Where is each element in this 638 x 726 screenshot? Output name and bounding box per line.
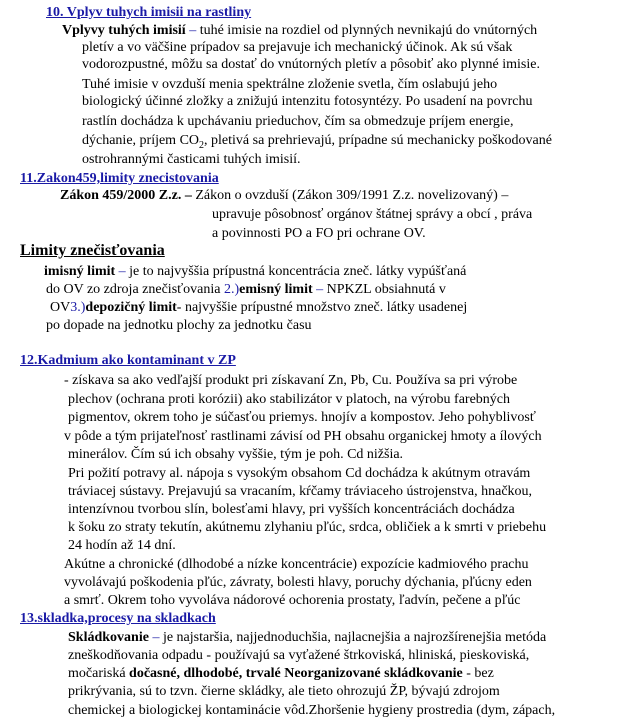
sec13-line-3 xyxy=(68,665,494,682)
limity-text-2b: NPKZL obsiahnutá v xyxy=(326,282,446,297)
limity-line-3 xyxy=(50,299,467,316)
sec13-line-4: prikrývania, sú to tzvn. čierne skládky, ale tieto ohrozujú ŽP, bývajú zdrojom xyxy=(68,684,500,699)
sec12-line-12: vyvolávajú poškodenia pľúc, závraty, bolesti hlavy, poruchy dýchania, pľúcny eden xyxy=(64,575,532,590)
sec11-line-2: upravuje pôsobnosť orgánov štátnej správy a obcí , práva xyxy=(212,207,533,222)
sec10-text-7a: dýchanie, príjem CO xyxy=(82,133,200,148)
section-10-heading[interactable]: 10. Vplyv tuhych imisii na rastliny xyxy=(46,5,252,20)
sec10-line-5: biologický účinné zložky a znižujú intenzitu fotosyntézy. Po usadení na povrchu xyxy=(82,94,533,109)
limity-text-2a: do OV zo zdroja znečisťovania xyxy=(46,282,224,297)
sec10-text-7b: , pletivá sa prehrievajú, prípadne sú mechanicky poškodované xyxy=(204,133,552,148)
sec11-line-3: a povinnosti PO a FO pri ochrane OV. xyxy=(212,226,426,241)
sec12-line-1: - získava sa ako vedľajší produkt pri získavaní Zn, Pb, Cu. Používa sa pri výrobe xyxy=(64,373,518,388)
sec11-line-1 xyxy=(60,187,508,204)
sec10-line-6: rastlín dochádza k upchávaniu prieduchov, čím sa obmedzuje príjem energie, xyxy=(82,114,514,129)
sec12-line-8: intenzívnou tvorbou slín, bolesťami hlavy, pri vyšších koncentráciách dochádza xyxy=(68,502,515,517)
sec13-dash: – xyxy=(148,630,163,645)
sec12-line-6: Pri požití potravy al. nápoja s vysokým obsahom Cd dochádza k akútnym otravám xyxy=(68,466,531,481)
sec10-line-7 xyxy=(82,132,552,149)
limity-title: Limity znečisťovania xyxy=(20,242,165,259)
limity-text-3a: OV xyxy=(50,300,71,315)
emisny-limit-term: emisný limit xyxy=(239,282,313,297)
sec13-line-5: chemickej a biologickej kontaminácie vôd.Zhoršenie hygieny prostredia (dym, zápach, xyxy=(68,703,556,718)
limity-dash-1: – xyxy=(115,264,130,279)
sec11-dash: – xyxy=(181,188,196,203)
sec12-line-4: v pôde a tým prijateľnosť rastlinami závisí od PH obsahu organickej hmoty a ílových xyxy=(64,429,542,444)
sec12-line-2: plechov (ochrana proti korózii) ako stabilizátor v platoch, na výrobu farebných xyxy=(68,392,511,407)
sec12-line-13: a smrť. Okrem toho vyvoláva nádorové ochorenia prostaty, ľadvín, pečene a pľúc xyxy=(64,593,521,608)
section-12-heading[interactable]: 12.Kadmium ako kontaminant v ZP xyxy=(20,353,236,368)
sec12-line-5: minerálov. Čím sú ich obsahy vyššie, tým je poh. Cd nižšia. xyxy=(68,447,404,462)
sec13-bold-3: dočasné, dlhodobé, trvalé Neorganizované skládkovanie xyxy=(129,666,463,681)
sec10-dash: – xyxy=(185,23,200,38)
sec13-term: Skládkovanie xyxy=(68,630,149,645)
sec12-line-7: tráviacej sústavy. Prejavujú sa vracaním, kŕčamy tráviaceho ústrojenstva, hnačkou, xyxy=(68,484,533,499)
sec10-line-1 xyxy=(62,22,537,39)
limity-line-4: po dopade na jednotku plochy za jednotku času xyxy=(46,318,312,333)
sec10-co2-subscript: 2 xyxy=(199,139,205,151)
section-13-heading[interactable]: 13.skladka,procesy na skladkach xyxy=(20,611,216,626)
sec12-line-10: 24 hodín až 14 dní. xyxy=(68,538,176,553)
sec10-line-8: ostrohrannými časticami tuhých imisií. xyxy=(82,152,301,167)
limity-text-1: je to najvyššia prípustná koncentrácia zneč. látky vypúšťaná xyxy=(129,264,467,279)
sec13-line-1 xyxy=(68,629,546,646)
sec13-text-3c: - bez xyxy=(462,666,494,681)
depozicny-limit-term: depozičný limit xyxy=(85,300,177,315)
limity-line-1 xyxy=(44,263,466,280)
sec13-text-1: je najstaršia, najjednoduchšia, najlacnejšia a najrozšírenejšia metóda xyxy=(162,630,547,645)
sec10-term: Vplyvy tuhých imisií xyxy=(62,23,186,38)
imisny-limit-term: imisný limit xyxy=(44,264,116,279)
sec11-text-1: Zákon o ovzduší (Zákon 309/1991 Z.z. novelizovaný) – xyxy=(195,188,509,203)
sec12-line-9: k šoku zo straty tekutín, akútnemu zlyhaniu pľúc, srdca, obličiek a k smrti v priebehu xyxy=(68,520,547,535)
limity-dash-2: – xyxy=(312,282,327,297)
limity-text-3b: - najvyššie prípustné množstvo zneč. látky usadenej xyxy=(176,300,468,315)
sec10-line-4: Tuhé imisie v ovzduší menia spektrálne zloženie svetla, čím oslabujú jeho xyxy=(82,77,498,92)
limity-line-2 xyxy=(46,281,446,298)
sec12-line-3: pigmentov, okrem toho je súčasťou priemys. hnojív a kompostov. Jeho pohyblivosť xyxy=(68,410,536,425)
sec10-text-1: tuhé imisie na rozdiel od plynných nevnikajú do vnútorných xyxy=(199,23,538,38)
sec11-term: Zákon 459/2000 Z.z. xyxy=(60,188,182,203)
limity-num-3: 3.) xyxy=(70,300,86,315)
limity-num-2: 2.) xyxy=(223,282,240,297)
sec10-line-2: pletív a vo väčšine prípadov sa prejavuje ich mechanický účinok. Ak sú však xyxy=(82,40,513,55)
section-11-heading[interactable]: 11.Zakon459,limity znecistovania xyxy=(20,171,219,186)
sec12-line-11: Akútne a chronické (dlhodobé a nízke koncentrácie) expozície kadmiového prachu xyxy=(64,557,529,572)
sec13-line-2: zneškodňovania odpadu - používajú sa vyťažené štrkoviská, hliniská, pieskoviská, xyxy=(68,648,530,663)
sec13-text-3a: močariská xyxy=(68,666,130,681)
sec10-line-3: vodorozpustné, môžu sa dostať do vnútorných pletív a pôsobiť ako plynné imisie. xyxy=(82,57,540,72)
